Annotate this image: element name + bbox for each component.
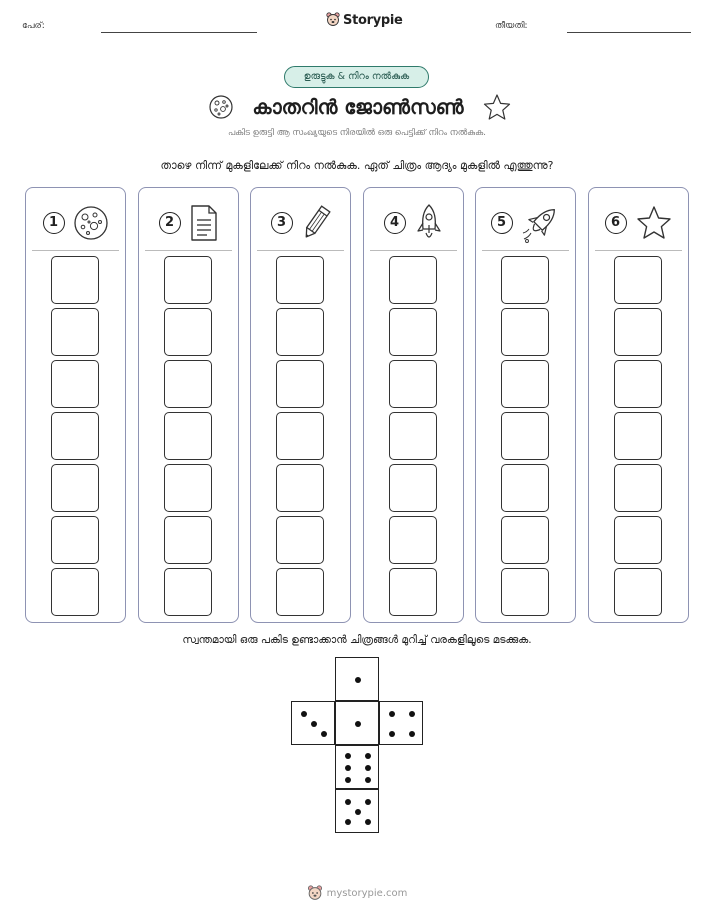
star-icon: [482, 93, 512, 121]
pip: [365, 765, 371, 771]
color-box[interactable]: [614, 464, 662, 512]
pip: [389, 711, 395, 717]
color-box[interactable]: [501, 516, 549, 564]
column-divider: [482, 250, 569, 251]
dice-face-5: [335, 789, 379, 833]
column-number: 3: [271, 212, 293, 234]
pip: [365, 799, 371, 805]
launching-rocket-icon: [521, 203, 561, 243]
column-number: 6: [605, 212, 627, 234]
color-box[interactable]: [501, 464, 549, 512]
column-header: [364, 202, 463, 244]
column-header: [589, 202, 688, 244]
column-divider: [32, 250, 119, 251]
dice-face-4: [379, 701, 423, 745]
pip: [311, 721, 317, 727]
color-box[interactable]: [51, 464, 99, 512]
column-divider: [370, 250, 457, 251]
pip: [365, 777, 371, 783]
color-box[interactable]: [51, 516, 99, 564]
color-box[interactable]: [501, 568, 549, 616]
color-box[interactable]: [389, 412, 437, 460]
activity-badge: ഉരുട്ടുക & നിറം നൽകുക: [284, 66, 429, 88]
pip: [409, 731, 415, 737]
rocket-icon: [414, 203, 444, 243]
pip: [345, 819, 351, 825]
color-box[interactable]: [51, 256, 99, 304]
date-label: തീയതി:: [495, 21, 528, 31]
column-2: [138, 187, 239, 623]
column-number: 1: [43, 212, 65, 234]
color-box[interactable]: [276, 412, 324, 460]
color-box[interactable]: [276, 256, 324, 304]
column-header: [26, 202, 125, 244]
color-box[interactable]: [614, 412, 662, 460]
column-3: [250, 187, 351, 623]
page-title: കാതറിൻ ജോൺസൺ: [252, 95, 464, 119]
footer: [0, 885, 714, 902]
dice-face-3: [291, 701, 335, 745]
column-divider: [257, 250, 344, 251]
bear-icon: [307, 885, 323, 902]
name-field[interactable]: [101, 32, 257, 33]
color-box[interactable]: [164, 256, 212, 304]
color-box[interactable]: [389, 360, 437, 408]
dice-face-6: [335, 745, 379, 789]
pip: [321, 731, 327, 737]
date-field[interactable]: [567, 32, 691, 33]
pip: [345, 777, 351, 783]
pip: [345, 799, 351, 805]
color-box[interactable]: [501, 308, 549, 356]
color-box[interactable]: [276, 360, 324, 408]
color-box[interactable]: [614, 516, 662, 564]
name-label: പേര്:: [22, 21, 45, 31]
color-box[interactable]: [614, 568, 662, 616]
pip: [389, 731, 395, 737]
pip: [355, 809, 361, 815]
color-box[interactable]: [164, 568, 212, 616]
column-header: [476, 202, 575, 244]
color-box[interactable]: [614, 360, 662, 408]
brand-name: Storypie: [343, 12, 403, 28]
footer-url: mystorypie.com: [326, 888, 408, 899]
dice-instruction: സ്വന്തമായി ഒരു പകിട ഉണ്ടാക്കാൻ ചിത്രങ്ങൾ മുറിച്ച് വരകളിലൂടെ മടക്കുക.: [182, 634, 532, 646]
color-box[interactable]: [501, 412, 549, 460]
dice-face-1-center: [335, 701, 379, 745]
instruction: താഴെ നിന്ന് മുകളിലേക്ക് നിറം നൽകുക. ഏത് ചിത്രം ആദ്യം മുകളിൽ എത്തുന്നു?: [160, 159, 554, 172]
column-5: [475, 187, 576, 623]
bear-icon: [326, 12, 340, 28]
color-box[interactable]: [614, 308, 662, 356]
subtitle: പകിട ഉരുട്ടി ആ സംഖ്യയുടെ നിരയിൽ ഒരു പെട്ടിക്ക് നിറം നൽകുക.: [228, 128, 486, 138]
color-box[interactable]: [276, 568, 324, 616]
pip: [365, 819, 371, 825]
color-box[interactable]: [501, 256, 549, 304]
column-header: [251, 202, 350, 244]
color-box[interactable]: [164, 464, 212, 512]
pip: [365, 753, 371, 759]
column-number: 2: [159, 212, 181, 234]
color-box[interactable]: [276, 464, 324, 512]
column-1: [25, 187, 126, 623]
column-number: 5: [491, 212, 513, 234]
color-box[interactable]: [164, 308, 212, 356]
dice-net: [291, 657, 425, 835]
column-header: [139, 202, 238, 244]
color-box[interactable]: [164, 516, 212, 564]
pip: [409, 711, 415, 717]
color-box[interactable]: [276, 308, 324, 356]
color-box[interactable]: [501, 360, 549, 408]
pip: [355, 721, 361, 727]
color-box[interactable]: [389, 516, 437, 564]
pip: [345, 765, 351, 771]
color-box[interactable]: [51, 412, 99, 460]
color-box[interactable]: [51, 568, 99, 616]
star-icon: [635, 205, 673, 241]
column-6: [588, 187, 689, 623]
column-number: 4: [384, 212, 406, 234]
column-4: [363, 187, 464, 623]
color-box[interactable]: [389, 464, 437, 512]
color-box[interactable]: [164, 360, 212, 408]
dice-face-1: [335, 657, 379, 701]
storypie-logo: [326, 12, 403, 28]
pip: [355, 677, 361, 683]
pencil-icon: [301, 204, 331, 242]
pip: [301, 711, 307, 717]
column-divider: [145, 250, 232, 251]
color-box[interactable]: [389, 256, 437, 304]
color-box[interactable]: [614, 256, 662, 304]
color-box[interactable]: [164, 412, 212, 460]
color-box[interactable]: [389, 568, 437, 616]
column-divider: [595, 250, 682, 251]
color-box[interactable]: [276, 516, 324, 564]
color-box[interactable]: [51, 360, 99, 408]
title-row: [190, 92, 530, 122]
color-box[interactable]: [389, 308, 437, 356]
color-box[interactable]: [51, 308, 99, 356]
document-icon: [189, 204, 219, 242]
moon-icon: [208, 94, 234, 120]
pip: [345, 753, 351, 759]
moon-icon: [73, 205, 109, 241]
